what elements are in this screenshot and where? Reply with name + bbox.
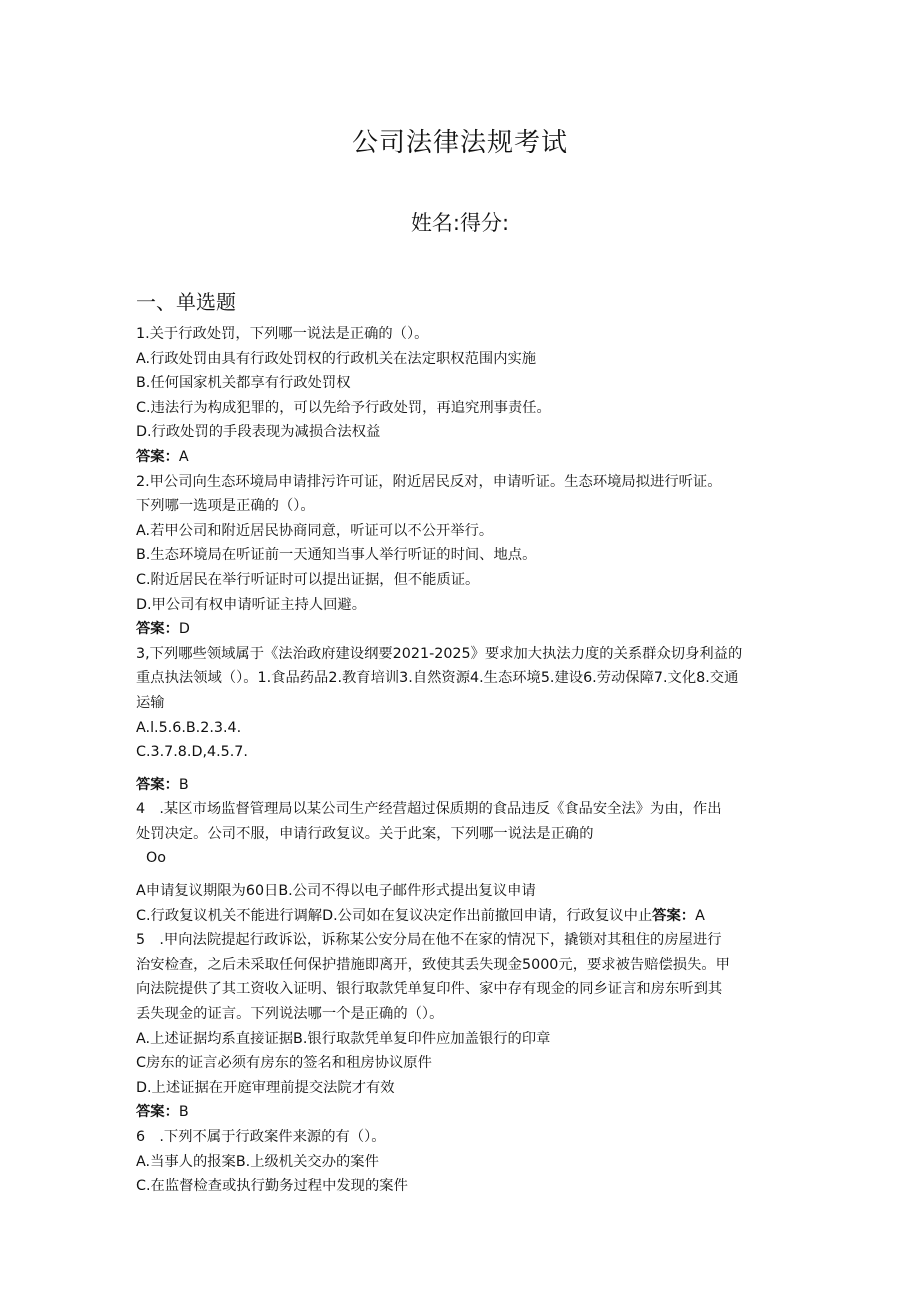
question-4-stem: 4 .某区市场监督管理局以某公司生产经营超过保质期的食品违反《食品安全法》为由，作出 xyxy=(136,801,722,818)
question-4-options-ab: A申请复议期限为60日B.公司不得以电子邮件形式提出复议申请 xyxy=(136,883,536,900)
answer-value: B xyxy=(178,1104,189,1121)
question-2-option-b: B.生态环境局在听证前一天通知当事人举行听证的时间、地点。 xyxy=(136,547,537,564)
question-5-stem-cont2: 向法院提供了其工资收入证明、银行取款凭单复印件、家中存有现金的同乡证言和房东听到其 xyxy=(136,981,723,998)
question-2-option-a: A.若甲公司和附近居民协商同意，听证可以不公开举行。 xyxy=(136,522,494,539)
question-1-answer xyxy=(136,445,786,470)
question-2-option-c: C.附近居民在举行听证时可以提出证据，但不能质证。 xyxy=(136,571,480,588)
question-4-stem-cont2: Oo xyxy=(146,850,167,867)
answer-label: 答案： xyxy=(136,621,179,638)
question-1-stem: 1.关于行政处罚，下列哪一说法是正确的（）。 xyxy=(136,326,429,342)
question-4-stem-cont: 处罚决定。公司不服，申请行政复议。关于此案，下列哪一说法是正确的 xyxy=(136,825,594,842)
question-5-option-d: D.上述证据在开庭审理前提交法院才有效 xyxy=(136,1079,395,1096)
question-5-options-ab: A.上述证据均系直接证据B.银行取款凭单复印件应加盖银行的印章 xyxy=(136,1030,551,1047)
answer-label: 答案： xyxy=(136,1104,179,1121)
question-6-stem: 6 .下列不属于行政案件来源的有（）。 xyxy=(136,1129,386,1145)
question-5-stem-cont3: 丢失现金的证言。下列说法哪一个是正确的（）。 xyxy=(136,1006,444,1023)
answer-value: A xyxy=(695,907,705,924)
question-3-stem: 3,下列哪些领域属于《法治政府建设纲要2021-2025》要求加大执法力度的关系群众切身利益的 xyxy=(136,645,743,662)
question-list xyxy=(136,322,786,1199)
question-6-options-ab: A.当事人的报案B.上级机关交办的案件 xyxy=(136,1153,379,1170)
question-1-option-a: A.行政处罚由具有行政处罚权的行政机关在法定职权范围内实施 xyxy=(136,350,537,367)
answer-label: 答案： xyxy=(652,907,696,924)
question-4-options-cd-answer xyxy=(136,904,786,929)
answer-value: A xyxy=(178,448,189,465)
question-1-option-b: B.任何国家机关都享有行政处罚权 xyxy=(136,375,351,392)
answer-label: 答案： xyxy=(136,776,179,793)
question-5-answer xyxy=(136,1100,786,1125)
question-2-option-d: D.甲公司有权申请听证主持人回避。 xyxy=(136,596,367,613)
question-2-stem: 2.甲公司向生态环境局申请排污许可证，附近居民反对，申请听证。生态环境局拟进行听证。 xyxy=(136,473,722,490)
answer-value: B xyxy=(178,776,189,793)
question-2-answer xyxy=(136,617,786,642)
section-heading: 一、单选题 xyxy=(136,290,236,314)
question-3-options-ab: A.l.5.6.B.2.3.4. xyxy=(136,719,242,736)
answer-value: D xyxy=(178,621,190,638)
question-3-stem-cont2: 运输 xyxy=(136,694,165,711)
question-3-stem-cont: 重点执法领域（）。1.食品药品2.教育培训3.自然资源4.生态环境5.建设6.劳动保障7.文化8.交通 xyxy=(136,670,739,687)
question-5-option-c: C房东的证言必须有房东的签名和租房协议原件 xyxy=(136,1055,432,1072)
question-5-stem: 5 .甲向法院提起行政诉讼，诉称某公安分局在他不在家的情况下，撬锁对其租住的房屋进行 xyxy=(136,932,722,949)
question-3-options-cd: C.3.7.8.D,4.5.7. xyxy=(136,744,248,761)
question-4-options-cd: C.行政复议机关不能进行调解D.公司如在复议决定作出前撤回申请，行政复议中止 xyxy=(136,907,653,924)
name-score-line: 姓名:得分: xyxy=(410,211,510,235)
question-5-stem-cont: 治安检查，之后未采取任何保护措施即离开，致使其丢失现金5000元，要求被告赔偿损失。甲 xyxy=(136,956,730,973)
answer-label: 答案： xyxy=(136,448,179,465)
question-1-option-c: C.违法行为构成犯罪的，可以先给予行政处罚，再追究刑事责任。 xyxy=(136,399,551,416)
question-2-stem-cont: 下列哪一选项是正确的（）。 xyxy=(136,498,315,515)
question-3-answer xyxy=(136,773,786,798)
question-1-option-d: D.行政处罚的手段表现为减损合法权益 xyxy=(136,424,381,441)
question-6-option-c: C.在监督检查或执行勤务过程中发现的案件 xyxy=(136,1178,408,1195)
page-title: 公司法律法规考试 xyxy=(351,128,568,158)
